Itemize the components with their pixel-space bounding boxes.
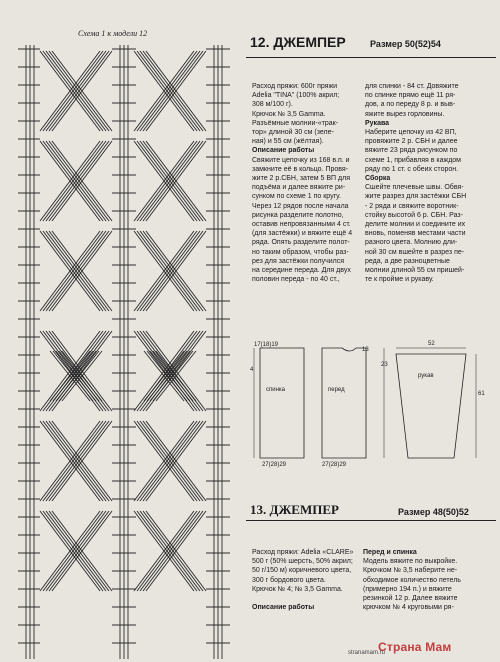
model13-left-column bbox=[252, 548, 357, 612]
text-line: вяжите 23 ряда рисунком по bbox=[365, 147, 458, 155]
pattern-side-label: 23 bbox=[381, 362, 388, 368]
text-line: на середине переда. Для двух bbox=[252, 267, 351, 275]
text-line: схеме 1, прибавляя в каждом bbox=[365, 156, 461, 164]
text-line: тор» длиной 30 см (зеле- bbox=[252, 129, 334, 137]
pattern-diagram bbox=[246, 340, 496, 468]
text-line: по спинке прямо ещё 11 ря- bbox=[365, 92, 456, 100]
pattern-top-label: 17(18)19 bbox=[254, 342, 279, 348]
text-line: рез для застёжки получился bbox=[252, 257, 345, 265]
text-line: оставив непровязанными 4 ст. bbox=[252, 221, 351, 229]
text-line: (примерно 194 п.) и вяжите bbox=[363, 585, 452, 593]
pattern-bottom-left: 27(28)29 bbox=[262, 462, 287, 468]
text-line: Модель вяжите по выкройке. bbox=[363, 558, 458, 566]
text-line: крючком № 4 круговыми ря- bbox=[363, 604, 454, 612]
pattern-small-1: 4 bbox=[250, 367, 254, 373]
text-line bbox=[252, 594, 357, 603]
pattern-bottom-mid: 27(28)29 bbox=[322, 462, 347, 468]
pattern-back-label: спинка bbox=[266, 387, 286, 393]
text-line: дов, а по переду 8 р. и выв- bbox=[365, 101, 456, 109]
watermark-logo: Страна Мам bbox=[378, 640, 452, 654]
section-divider-2 bbox=[246, 520, 496, 521]
text-line: Adelia "TINA" (100% акрил; bbox=[252, 92, 340, 100]
text-line: подъёма и далее вяжите ри- bbox=[252, 184, 346, 192]
text-line: Расход пряжи: 600г пряжи bbox=[252, 83, 338, 90]
text-line: Описание работы bbox=[252, 147, 315, 155]
model13-right-column bbox=[363, 548, 493, 612]
model12-title: 12. ДЖЕМПЕР bbox=[250, 34, 346, 50]
text-line: яжите вырез горловины. bbox=[365, 110, 445, 118]
text-line: молнии длиной 55 см пришей- bbox=[365, 267, 465, 275]
text-line: ряду по 1 ст. с обеих сторон. bbox=[365, 165, 459, 173]
text-line: Через 12 рядов после начала bbox=[252, 202, 349, 210]
section-divider bbox=[246, 57, 496, 58]
text-line: Крючок № 4; № 3,5 Gamma. bbox=[252, 585, 343, 593]
text-line: стойку высотой 6 р. СБН. Раз- bbox=[365, 211, 463, 219]
text-line: ряда. Опять разделите полот- bbox=[252, 239, 350, 247]
text-line: жите разрез для застёжки СБН bbox=[365, 193, 467, 201]
pattern-sleeve-side: 61 bbox=[478, 391, 485, 397]
crochet-chart bbox=[18, 41, 243, 662]
pattern-sleeve-top: 52 bbox=[428, 341, 435, 347]
text-line: 50 г/150 м) коричневого цвета, bbox=[252, 567, 352, 575]
model12-size: Размер 50(52)54 bbox=[370, 39, 441, 49]
text-line: те к пройме и рукаву. bbox=[365, 276, 434, 284]
text-line: Описание работы bbox=[252, 604, 315, 612]
text-line: 308 м/100 г). bbox=[252, 101, 293, 109]
pattern-front-label: перед bbox=[328, 387, 345, 393]
text-line: - 2 ряда и свяжите воротник- bbox=[365, 202, 459, 210]
text-line: реда, а две разноцветные bbox=[365, 257, 450, 265]
model12-right-column bbox=[365, 82, 493, 284]
text-line: Крючком № 3,5 наберите не- bbox=[363, 567, 458, 575]
text-line: вновь, поменяв местами части bbox=[365, 230, 466, 238]
model13-size: Размер 48(50)52 bbox=[398, 507, 469, 517]
text-line: обходимое количество петель bbox=[363, 576, 461, 584]
text-line: Сшейте плечевые швы. Обвя- bbox=[365, 184, 464, 192]
text-line: Свяжите цепочку из 168 в.п. и bbox=[252, 156, 350, 164]
text-line: рисунка разделите полотно, bbox=[252, 211, 344, 219]
text-line: замкните её в кольцо. Провя- bbox=[252, 165, 349, 173]
text-line: провяжите 2 р. СБН и далее bbox=[365, 138, 458, 146]
text-line: делите молнии и соедините их bbox=[365, 221, 466, 229]
model12-left-column bbox=[252, 82, 357, 284]
text-line: Расход пряжи: Adelia «CLARE» bbox=[252, 549, 354, 556]
text-line: Разъёмные молнии-«трак- bbox=[252, 119, 339, 127]
text-line: Крючок № 3,5 Gamma. bbox=[252, 110, 326, 118]
text-line: резинкой 12 р. Далее вяжите bbox=[363, 595, 458, 603]
text-line: половин переда - по 40 ст., bbox=[252, 276, 340, 284]
text-line: но таким образом, чтобы раз- bbox=[252, 248, 349, 256]
text-line: жите 2 р.СБН, затем 5 ВП для bbox=[252, 175, 350, 183]
text-line: (для застёжки) и вяжите ещё 4 bbox=[252, 230, 353, 238]
text-line: Перед и спинка bbox=[363, 549, 417, 556]
pattern-sleeve-label: рукав bbox=[418, 373, 434, 379]
text-line: 500 г (50% шерсть, 50% акрил; bbox=[252, 558, 353, 566]
watermark-url: stranamam.ru bbox=[348, 650, 386, 656]
text-line: Наберите цепочку из 42 ВП, bbox=[365, 129, 457, 137]
pattern-small-2: 13 bbox=[362, 347, 369, 353]
text-line: ная) и 55 см (жёлтая). bbox=[252, 138, 324, 146]
text-line: сунком по схеме 1 по кругу. bbox=[252, 193, 341, 201]
text-line: 300 г бордового цвета. bbox=[252, 576, 326, 584]
text-line: Рукава bbox=[365, 119, 390, 127]
model13-title: 13. ДЖЕМПЕР bbox=[250, 502, 339, 517]
text-line: ной 30 см вшейте в разрез пе- bbox=[365, 248, 465, 256]
text-line: разного цвета. Молнию дли- bbox=[365, 239, 458, 247]
text-line: Сборка bbox=[365, 175, 391, 183]
chart-caption: Схема 1 к модели 12 bbox=[78, 29, 148, 38]
text-line: для спинки - 84 ст. Довяжите bbox=[365, 83, 459, 90]
